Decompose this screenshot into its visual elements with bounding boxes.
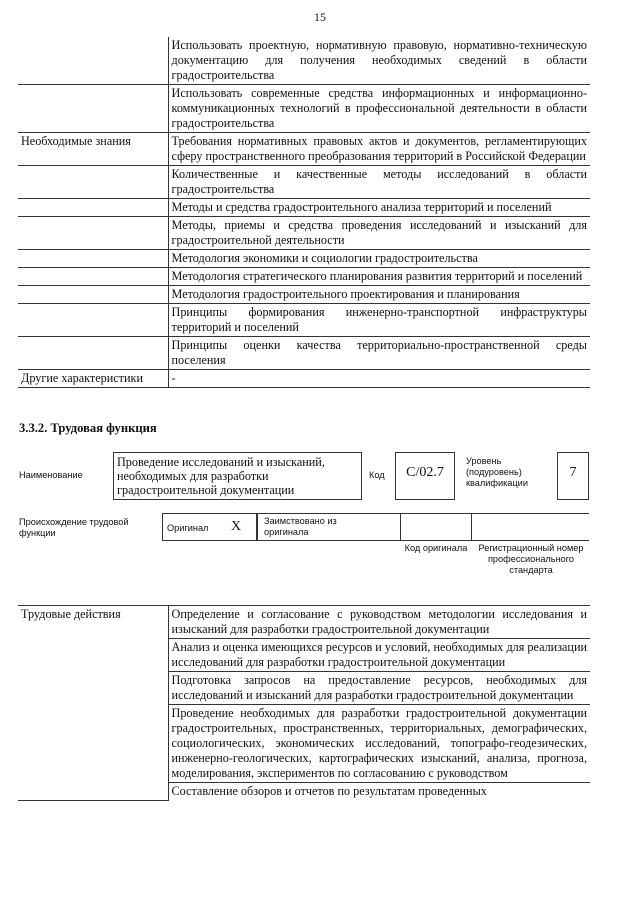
original-code-box xyxy=(400,513,472,541)
table-row xyxy=(18,370,590,388)
row-text: Принципы формирования инженерно-транспортной инфраструктуры территорий и поселений xyxy=(168,304,590,337)
table-row xyxy=(18,199,590,217)
row-label: Трудовые действия xyxy=(18,606,168,801)
row-label xyxy=(18,166,168,199)
row-text: Составление обзоров и отчетов по результатам проведенных xyxy=(168,783,590,801)
code-label: Код xyxy=(369,470,385,480)
row-text: Методология градостроительного проектирования и планирования xyxy=(168,286,590,304)
table-row xyxy=(18,606,590,639)
row-text: Методы и средства градостроительного анализа территорий и поселений xyxy=(168,199,590,217)
name-label: Наименование xyxy=(19,470,83,480)
original-mark: Х xyxy=(231,519,242,534)
level-value-box: 7 xyxy=(557,452,589,500)
reg-number-caption: Регистрационный номер профессионального стандарта xyxy=(478,543,584,575)
row-text: - xyxy=(168,370,590,388)
row-text: Подготовка запросов на предоставление ресурсов, необходимых для исследований и изысканий для разработки градостроительной документации xyxy=(168,672,590,705)
row-label xyxy=(18,217,168,250)
table-row xyxy=(18,250,590,268)
code-value-box: С/02.7 xyxy=(395,452,455,500)
original-code-caption: Код оригинала xyxy=(404,543,468,553)
table-row xyxy=(18,133,590,166)
table-row xyxy=(18,337,590,370)
row-text: Методология экономики и социологии градостроительства xyxy=(168,250,590,268)
origin-label: Происхождение трудовой функции xyxy=(19,517,129,538)
row-text: Требования нормативных правовых актов и документов, регламентирующих сферу пространственного преобразования территорий в Российской Федерации xyxy=(168,133,590,166)
borrowed-label: Заимствовано из оригинала xyxy=(264,516,337,537)
skills-knowledge-table xyxy=(18,37,590,388)
row-label xyxy=(18,286,168,304)
row-text: Определение и согласование с руководством методологии исследования и изысканий для разработки градостроительной документации xyxy=(168,606,590,639)
row-text: Методология стратегического планирования развития территорий и поселений xyxy=(168,268,590,286)
original-box xyxy=(162,513,257,541)
row-label xyxy=(18,337,168,370)
table-row xyxy=(18,166,590,199)
labor-actions-table xyxy=(18,605,590,801)
row-label xyxy=(18,268,168,286)
level-label: Уровень (подуровень) квалификации xyxy=(466,456,528,488)
row-label: Другие характеристики xyxy=(18,370,168,388)
table-row xyxy=(18,37,590,85)
borrowed-box xyxy=(257,513,401,541)
row-text: Использовать современные средства информационных и информационно-коммуникационных технологий в профессиональной деятельности в области градостроительства xyxy=(168,85,590,133)
function-name-box: Проведение исследований и изысканий, необходимых для разработки градостроительной документации xyxy=(113,452,362,500)
row-text: Использовать проектную, нормативную правовую, нормативно-техническую документацию для получения необходимых сведений в области градостроительства xyxy=(168,37,590,85)
table-row xyxy=(18,304,590,337)
row-label xyxy=(18,304,168,337)
table-row xyxy=(18,85,590,133)
row-text: Методы, приемы и средства проведения исследований и изысканий для градостроительной деятельности xyxy=(168,217,590,250)
row-text: Принципы оценки качества территориально-пространственной среды поселения xyxy=(168,337,590,370)
row-label xyxy=(18,250,168,268)
row-label xyxy=(18,37,168,85)
page-number: 15 xyxy=(314,10,326,24)
row-text: Анализ и оценка имеющихся ресурсов и условий, необходимых для реализации исследований для разработки градостроительной документации xyxy=(168,639,590,672)
table-row xyxy=(18,268,590,286)
section-title: 3.3.2. Трудовая функция xyxy=(19,421,157,435)
row-label xyxy=(18,199,168,217)
original-label: Оригинал xyxy=(167,523,209,533)
table-row xyxy=(18,286,590,304)
row-text: Количественные и качественные методы исследований в области градостроительства xyxy=(168,166,590,199)
table-row xyxy=(18,217,590,250)
reg-number-box xyxy=(471,513,589,541)
row-label xyxy=(18,85,168,133)
row-text: Проведение необходимых для разработки градостроительной документации градостроительных, пространственных, территориальных, демографических, социологических, экономических исследований, топографо-геодезических, инженерно-геологических, картографических изысканий, анализа, прогноза, моделирования, экспериментов по согласованию с руководством xyxy=(168,705,590,783)
row-label: Необходимые знания xyxy=(18,133,168,166)
